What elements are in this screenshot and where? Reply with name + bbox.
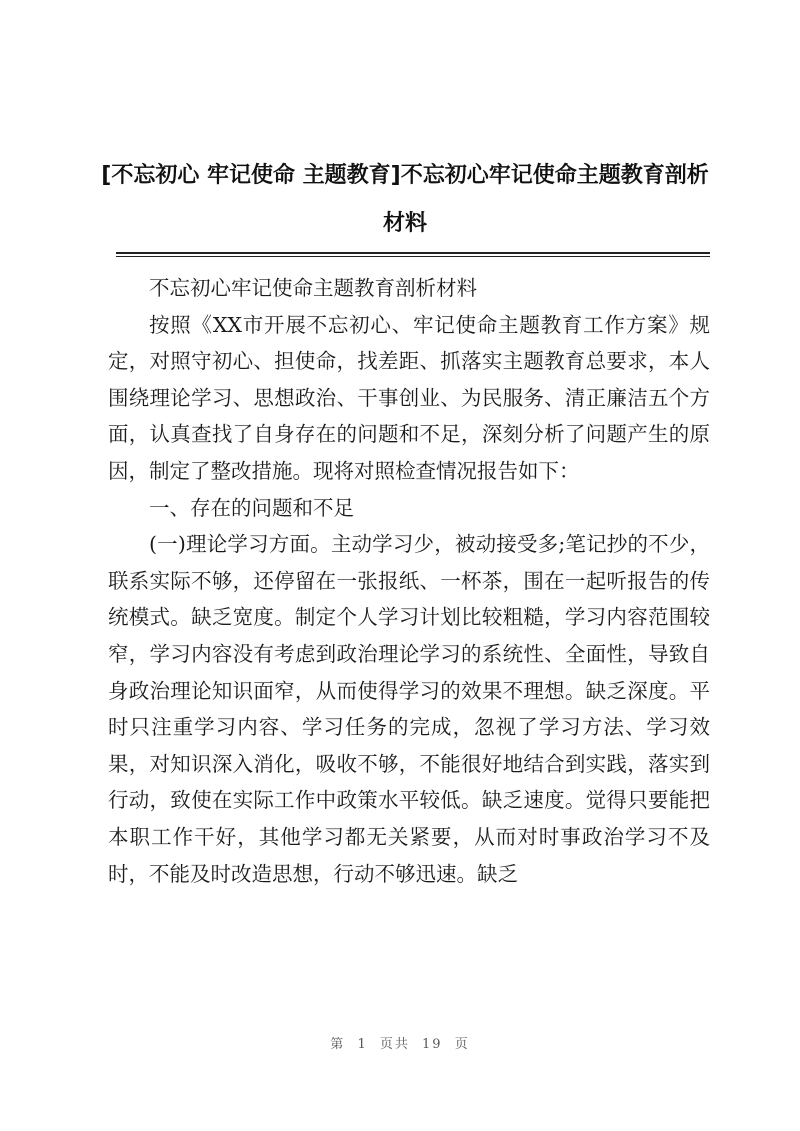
footer-page-number: 1 (357, 1037, 368, 1052)
section-heading: 一、存在的问题和不足 (149, 495, 354, 520)
footer-total-pages: 19 (422, 1037, 443, 1052)
title-line-2: 材料 (382, 211, 427, 236)
footer-middle: 页共 (379, 1037, 410, 1052)
page-footer (0, 1033, 800, 1052)
body-paragraph: (一)理论学习方面。主动学习少，被动接受多;笔记抄的不少，联系实际不够，还停留在一张报纸、一杯茶，围在一起听报告的传统模式。缺乏宽度。制定个人学习计划比较粗糙，学习内容范围较窄，学习内容没有考虑到政治理论学习的系统性、全面性，导致自身政治理论知识面窄，从而使得学习的效果不理想。缺乏深度。平时只注重学习内容、学习任务的完成，忽视了学习方法、学习效果，对知识深入消化，吸收不够，不能很好地结合到实践，落实到行动，致使在实际工作中政策水平较低。缺乏速度。觉得只要能把本职工作干好，其他学习都无关紧要，从而对时事政治学习不及时，不能及时改造思想，行动不够迅速。缺乏 (108, 532, 710, 886)
footer-prefix: 第 (330, 1037, 346, 1052)
document-title (95, 152, 715, 248)
document-subtitle: 不忘初心牢记使命主题教育剖析材料 (149, 276, 477, 300)
title-divider (116, 252, 710, 254)
title-line-1: [不忘初心 牢记使命 主题教育]不忘初心牢记使命主题教育剖析 (101, 163, 709, 188)
document-body (108, 270, 710, 892)
body-paragraph: 按照《XX市开展不忘初心、牢记使命主题教育工作方案》规定，对照守初心、担使命，找差距、抓落实主题教育总要求，本人围绕理论学习、思想政治、干事创业、为民服务、清正廉洁五个方面，认真查找了自身存在的问题和不足，深刻分析了问题产生的原因，制定了整改措施。现将对照检查情况报告如下： (108, 312, 710, 483)
footer-suffix: 页 (454, 1037, 470, 1052)
title-divider-thin (116, 256, 710, 257)
